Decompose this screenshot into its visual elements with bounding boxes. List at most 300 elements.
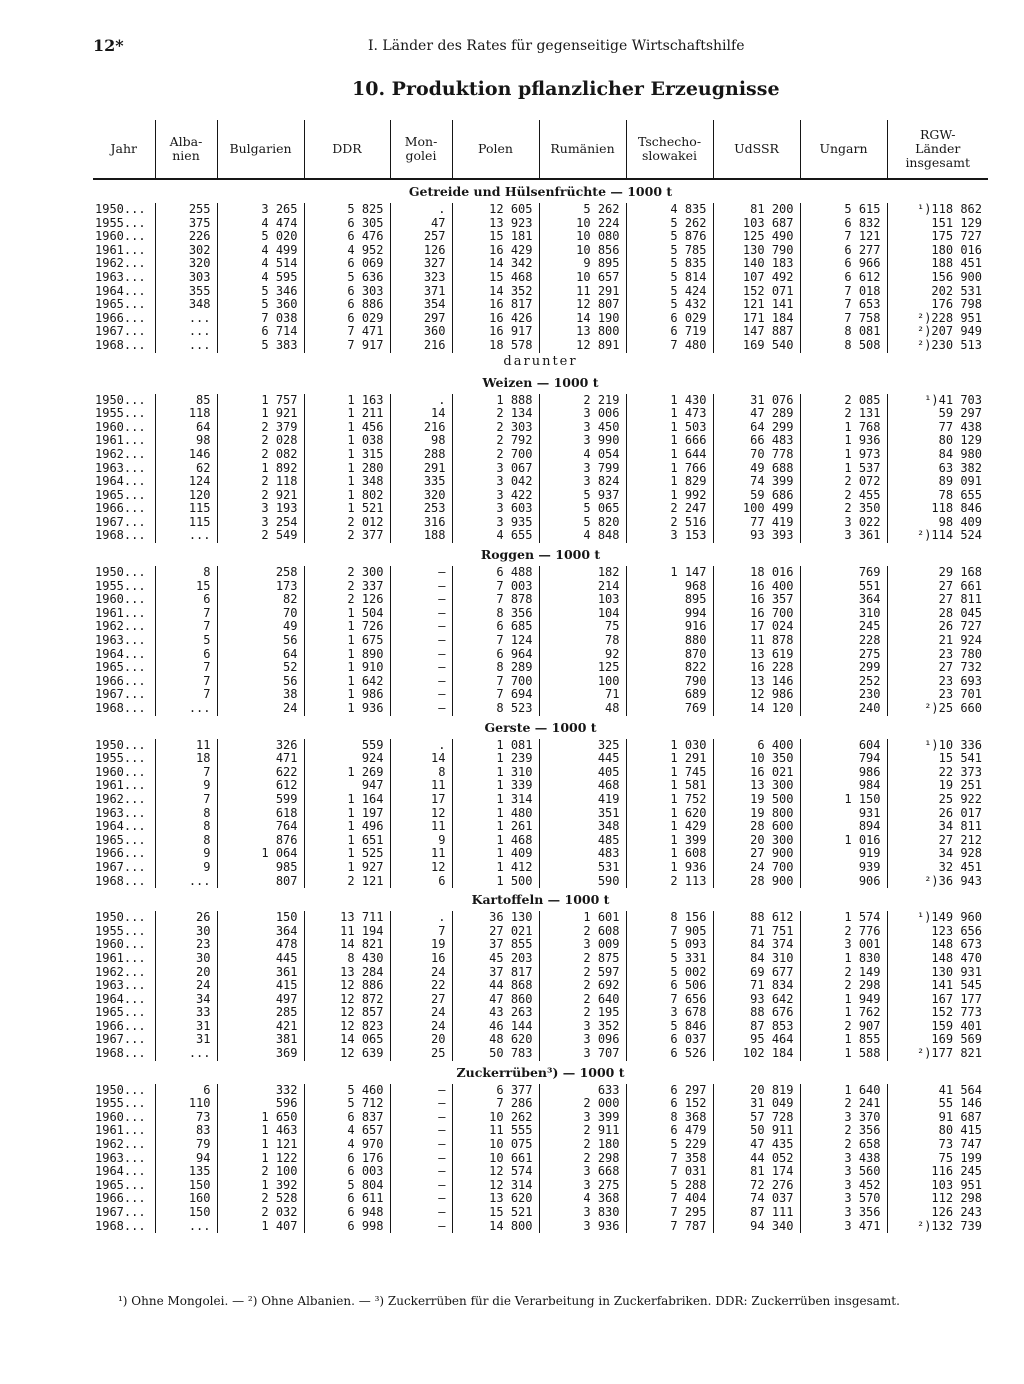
- table-row: [93, 339, 988, 353]
- value-cell: 3 361: [800, 529, 887, 543]
- value-cell: 6 966: [800, 257, 887, 271]
- value-cell: 16 700: [713, 607, 800, 621]
- value-cell: 6 685: [452, 620, 539, 634]
- year-cell: 1963...: [95, 1150, 146, 1165]
- value-cell: 71 751: [713, 925, 800, 939]
- value-cell: 10 075: [452, 1138, 539, 1152]
- value-cell: 303: [155, 271, 217, 285]
- value-cell: 38: [217, 688, 304, 702]
- value-cell: 30: [155, 925, 217, 939]
- value-cell: 7 656: [626, 993, 713, 1007]
- value-cell: 12: [390, 807, 452, 821]
- year-cell: 1961...: [95, 950, 146, 965]
- value-cell: 445: [217, 952, 304, 966]
- value-cell: 355: [155, 285, 217, 299]
- value-cell: 12 891: [539, 339, 626, 353]
- value-cell: 2 126: [304, 593, 390, 607]
- value-cell: 2 640: [539, 993, 626, 1007]
- year-cell: 1966...: [95, 310, 146, 325]
- value-cell: 7: [155, 661, 217, 675]
- value-cell: 100 499: [713, 502, 800, 516]
- value-cell: 24: [155, 979, 217, 993]
- year-cell: 1962...: [95, 1137, 146, 1152]
- value-cell: 7 878: [452, 593, 539, 607]
- value-cell: 2 350: [800, 502, 887, 516]
- value-cell: 31: [155, 1033, 217, 1047]
- table-row: [93, 217, 988, 231]
- value-cell: 968: [626, 580, 713, 594]
- value-cell: 7 286: [452, 1097, 539, 1111]
- value-cell: 6 029: [626, 312, 713, 326]
- table-row: [93, 766, 988, 780]
- value-cell: 1 757: [217, 394, 304, 408]
- value-cell: 156 900: [887, 271, 988, 285]
- value-cell: 160: [155, 1192, 217, 1206]
- value-cell: 100: [539, 675, 626, 689]
- value-cell: 8 430: [304, 952, 390, 966]
- value-cell: 2 658: [800, 1138, 887, 1152]
- year-cell: 1960...: [95, 592, 146, 607]
- value-cell: 146: [155, 448, 217, 462]
- value-cell: 148 470: [887, 952, 988, 966]
- value-cell: 6 611: [304, 1192, 390, 1206]
- table-row: [93, 407, 988, 421]
- value-cell: 790: [626, 675, 713, 689]
- table-row: [93, 230, 988, 244]
- value-cell: ...: [155, 1220, 217, 1234]
- value-cell: 1 121: [217, 1138, 304, 1152]
- value-cell: 34 928: [887, 847, 988, 861]
- value-cell: 5 785: [626, 244, 713, 258]
- column-header-text: Tschecho-: [637, 134, 702, 149]
- year-cell: 1968...: [95, 873, 146, 888]
- value-cell: 176 798: [887, 298, 988, 312]
- value-cell: 6 719: [626, 325, 713, 339]
- value-cell: 28 600: [713, 820, 800, 834]
- value-cell: 50 783: [452, 1047, 539, 1061]
- year-cell: 1967...: [95, 1205, 146, 1219]
- value-cell: 8: [155, 834, 217, 848]
- value-cell: 2 100: [217, 1165, 304, 1179]
- column-header-text: DDR: [332, 141, 362, 156]
- value-cell: 115: [155, 516, 217, 530]
- value-cell: 6 303: [304, 285, 390, 299]
- value-cell: 8 356: [452, 607, 539, 621]
- value-cell: 1 016: [800, 834, 887, 848]
- value-cell: 24: [217, 702, 304, 716]
- value-cell: 10 350: [713, 752, 800, 766]
- value-cell: 497: [217, 993, 304, 1007]
- value-cell: 27 811: [887, 593, 988, 607]
- value-cell: 59 297: [887, 407, 988, 421]
- table-row: [93, 607, 988, 621]
- table-row: [93, 739, 988, 753]
- value-cell: 364: [800, 593, 887, 607]
- table-row: [93, 462, 988, 476]
- section-title: Gerste — 1000 t: [484, 719, 597, 735]
- value-cell: 13 619: [713, 648, 800, 662]
- value-cell: 188: [390, 529, 452, 543]
- value-cell: —: [390, 1084, 452, 1098]
- value-cell: 2 792: [452, 434, 539, 448]
- value-cell: 1 480: [452, 807, 539, 821]
- table-row: [93, 1206, 988, 1220]
- value-cell: 93 642: [713, 993, 800, 1007]
- value-cell: 1 574: [800, 911, 887, 925]
- value-cell: 52: [217, 661, 304, 675]
- value-cell: 6 176: [304, 1152, 390, 1166]
- value-cell: —: [390, 593, 452, 607]
- value-cell: 125 490: [713, 230, 800, 244]
- value-cell: 7 295: [626, 1206, 713, 1220]
- value-cell: 325: [539, 739, 626, 753]
- value-cell: 83: [155, 1124, 217, 1138]
- value-cell: 11 555: [452, 1124, 539, 1138]
- table-row: [93, 820, 988, 834]
- value-cell: 135: [155, 1165, 217, 1179]
- value-cell: 14 342: [452, 257, 539, 271]
- value-cell: 7 018: [800, 285, 887, 299]
- value-cell: 102 184: [713, 1047, 800, 1061]
- value-cell: 56: [217, 675, 304, 689]
- value-cell: 415: [217, 979, 304, 993]
- value-cell: 130 931: [887, 966, 988, 980]
- table-row: [93, 1138, 988, 1152]
- table-row: [93, 793, 988, 807]
- value-cell: 551: [800, 580, 887, 594]
- value-cell: 2 082: [217, 448, 304, 462]
- value-cell: 12 886: [304, 979, 390, 993]
- value-cell: 633: [539, 1084, 626, 1098]
- value-cell: 47: [390, 217, 452, 231]
- value-cell: 230: [800, 688, 887, 702]
- value-cell: 3 356: [800, 1206, 887, 1220]
- value-cell: 1 463: [217, 1124, 304, 1138]
- value-cell: 6: [155, 648, 217, 662]
- table-row: [93, 661, 988, 675]
- value-cell: 7 124: [452, 634, 539, 648]
- value-cell: 1 642: [304, 675, 390, 689]
- value-cell: 360: [390, 325, 452, 339]
- value-cell: 6: [390, 875, 452, 889]
- value-cell: 3 352: [539, 1020, 626, 1034]
- value-cell: 18 578: [452, 339, 539, 353]
- table-row: [93, 593, 988, 607]
- value-cell: 11 878: [713, 634, 800, 648]
- value-cell: 7: [155, 793, 217, 807]
- year-cell: 1955...: [95, 406, 146, 421]
- table-row: [93, 861, 988, 875]
- table-row: [93, 271, 988, 285]
- value-cell: 48: [539, 702, 626, 716]
- value-cell: 2 377: [304, 529, 390, 543]
- value-cell: 1 992: [626, 489, 713, 503]
- year-cell: 1960...: [95, 419, 146, 434]
- value-cell: 1 525: [304, 847, 390, 861]
- column-header-text: Alba-: [169, 134, 203, 149]
- value-cell: 16 426: [452, 312, 539, 326]
- value-cell: 1 030: [626, 739, 713, 753]
- column-header-text: insgesamt: [905, 155, 971, 170]
- value-cell: 3 668: [539, 1165, 626, 1179]
- value-cell: 2 028: [217, 434, 304, 448]
- value-cell: 7 121: [800, 230, 887, 244]
- value-cell: 5 460: [304, 1084, 390, 1098]
- value-cell: 5 331: [626, 952, 713, 966]
- table-row: [93, 634, 988, 648]
- table-row: [93, 875, 988, 889]
- value-cell: 5 636: [304, 271, 390, 285]
- value-cell: 152 071: [713, 285, 800, 299]
- value-cell: 12 639: [304, 1047, 390, 1061]
- value-cell: 2 000: [539, 1097, 626, 1111]
- value-cell: 1 456: [304, 421, 390, 435]
- table-row: [93, 244, 988, 258]
- value-cell: 3 153: [626, 529, 713, 543]
- value-cell: 7 471: [304, 325, 390, 339]
- year-cell: 1965...: [95, 297, 146, 312]
- value-cell: 27: [390, 993, 452, 1007]
- year-cell: 1968...: [95, 1218, 146, 1233]
- value-cell: —: [390, 688, 452, 702]
- value-cell: 7 905: [626, 925, 713, 939]
- value-cell: 4 970: [304, 1138, 390, 1152]
- value-cell: 1 888: [452, 394, 539, 408]
- value-cell: 1 409: [452, 847, 539, 861]
- table-row: [93, 979, 988, 993]
- value-cell: ...: [155, 529, 217, 543]
- value-cell: 11 291: [539, 285, 626, 299]
- year-cell: 1968...: [95, 528, 146, 543]
- value-cell: 7 003: [452, 580, 539, 594]
- value-cell: —: [390, 634, 452, 648]
- year-cell: 1962...: [95, 619, 146, 634]
- value-cell: 20 300: [713, 834, 800, 848]
- value-cell: 30: [155, 952, 217, 966]
- value-cell: 14 120: [713, 702, 800, 716]
- table-row: [93, 1033, 988, 1047]
- value-cell: 1 211: [304, 407, 390, 421]
- value-cell: 445: [539, 752, 626, 766]
- value-cell: 2 300: [304, 566, 390, 580]
- value-cell: 1 986: [304, 688, 390, 702]
- value-cell: 77 438: [887, 421, 988, 435]
- value-cell: 10 661: [452, 1152, 539, 1166]
- value-cell: 299: [800, 661, 887, 675]
- value-cell: 3 471: [800, 1220, 887, 1234]
- value-cell: 1 269: [304, 766, 390, 780]
- value-cell: 6 003: [304, 1165, 390, 1179]
- value-cell: 6 476: [304, 230, 390, 244]
- value-cell: 7 917: [304, 339, 390, 353]
- value-cell: 6: [155, 1084, 217, 1098]
- value-cell: 1 675: [304, 634, 390, 648]
- value-cell: 381: [217, 1033, 304, 1047]
- value-cell: 1 503: [626, 421, 713, 435]
- table-row: [93, 752, 988, 766]
- year-cell: 1962...: [95, 791, 146, 806]
- value-cell: 24: [390, 1020, 452, 1034]
- year-cell: 1968...: [95, 1046, 146, 1061]
- value-cell: ¹)118 862: [887, 203, 988, 217]
- table-row: [93, 1152, 988, 1166]
- value-cell: 2 528: [217, 1192, 304, 1206]
- value-cell: 10 657: [539, 271, 626, 285]
- value-cell: 120: [155, 489, 217, 503]
- value-cell: ²)177 821: [887, 1047, 988, 1061]
- table-row: [93, 421, 988, 435]
- table-row: [93, 648, 988, 662]
- value-cell: 1 064: [217, 847, 304, 861]
- table-title: 10. Produktion pflanzlicher Erzeugnisse: [352, 78, 780, 100]
- value-cell: 689: [626, 688, 713, 702]
- value-cell: 1 038: [304, 434, 390, 448]
- value-cell: 348: [155, 298, 217, 312]
- value-cell: 7 758: [800, 312, 887, 326]
- value-cell: 4 835: [626, 203, 713, 217]
- column-header-text: Bulgarien: [229, 141, 292, 156]
- value-cell: 3 935: [452, 516, 539, 530]
- value-cell: 931: [800, 807, 887, 821]
- table-row: [93, 834, 988, 848]
- value-cell: 6 305: [304, 217, 390, 231]
- column-header-text: Jahr: [110, 141, 137, 156]
- value-cell: 16 817: [452, 298, 539, 312]
- value-cell: 3 001: [800, 938, 887, 952]
- value-cell: 1 830: [800, 952, 887, 966]
- value-cell: 95 464: [713, 1033, 800, 1047]
- column-header: [155, 120, 217, 179]
- value-cell: ²)228 951: [887, 312, 988, 326]
- table-row: [93, 779, 988, 793]
- value-cell: 19 251: [887, 779, 988, 793]
- value-cell: 6 029: [304, 312, 390, 326]
- value-cell: 71 834: [713, 979, 800, 993]
- value-cell: 2 121: [304, 875, 390, 889]
- value-cell: .: [390, 203, 452, 217]
- value-cell: 41 564: [887, 1084, 988, 1098]
- value-cell: 3 275: [539, 1179, 626, 1193]
- table-row: [93, 938, 988, 952]
- value-cell: 5 825: [304, 203, 390, 217]
- value-cell: 147 887: [713, 325, 800, 339]
- year-cell: 1964...: [95, 819, 146, 834]
- value-cell: 12 574: [452, 1165, 539, 1179]
- value-cell: 599: [217, 793, 304, 807]
- table-row: [93, 702, 988, 716]
- value-cell: 3 022: [800, 516, 887, 530]
- value-cell: 3 570: [800, 1192, 887, 1206]
- value-cell: 26 017: [887, 807, 988, 821]
- value-cell: 43 263: [452, 1006, 539, 1020]
- value-cell: 7 700: [452, 675, 539, 689]
- value-cell: 26 727: [887, 620, 988, 634]
- year-cell: 1962...: [95, 964, 146, 979]
- value-cell: 7: [155, 766, 217, 780]
- value-cell: 16 429: [452, 244, 539, 258]
- value-cell: 5 937: [539, 489, 626, 503]
- value-cell: 2 131: [800, 407, 887, 421]
- value-cell: ¹)149 960: [887, 911, 988, 925]
- value-cell: 5 065: [539, 502, 626, 516]
- value-cell: 1 496: [304, 820, 390, 834]
- value-cell: 81 200: [713, 203, 800, 217]
- value-cell: 12 986: [713, 688, 800, 702]
- value-cell: 5 804: [304, 1179, 390, 1193]
- value-cell: 2 692: [539, 979, 626, 993]
- value-cell: 14 821: [304, 938, 390, 952]
- value-cell: 994: [626, 607, 713, 621]
- value-cell: 31 076: [713, 394, 800, 408]
- value-cell: 13 620: [452, 1192, 539, 1206]
- value-cell: 93 393: [713, 529, 800, 543]
- value-cell: 15 541: [887, 752, 988, 766]
- value-cell: —: [390, 607, 452, 621]
- year-cell: 1966...: [95, 673, 146, 688]
- value-cell: 103 951: [887, 1179, 988, 1193]
- value-cell: 14 065: [304, 1033, 390, 1047]
- year-cell: 1961...: [95, 242, 146, 257]
- value-cell: 1 521: [304, 502, 390, 516]
- value-cell: 24 700: [713, 861, 800, 875]
- value-cell: 939: [800, 861, 887, 875]
- value-cell: ...: [155, 312, 217, 326]
- value-cell: 5 002: [626, 966, 713, 980]
- year-cell: 1965...: [95, 832, 146, 847]
- value-cell: 3 006: [539, 407, 626, 421]
- value-cell: 104: [539, 607, 626, 621]
- value-cell: 1 666: [626, 434, 713, 448]
- value-cell: 87 111: [713, 1206, 800, 1220]
- value-cell: 947: [304, 779, 390, 793]
- column-header: [390, 120, 452, 179]
- value-cell: 13 923: [452, 217, 539, 231]
- header-row: [93, 120, 988, 179]
- year-cell: 1964...: [95, 991, 146, 1006]
- value-cell: 22 373: [887, 766, 988, 780]
- value-cell: 4 499: [217, 244, 304, 258]
- value-cell: 98: [155, 434, 217, 448]
- value-cell: 1 752: [626, 793, 713, 807]
- value-cell: 348: [539, 820, 626, 834]
- value-cell: 5 262: [539, 203, 626, 217]
- value-cell: 2 337: [304, 580, 390, 594]
- value-cell: 11 194: [304, 925, 390, 939]
- value-cell: 1 766: [626, 462, 713, 476]
- value-cell: 2 597: [539, 966, 626, 980]
- value-cell: 9: [390, 834, 452, 848]
- year-cell: 1962...: [95, 256, 146, 271]
- value-cell: 34 811: [887, 820, 988, 834]
- year-cell: 1967...: [95, 859, 146, 874]
- value-cell: 1 651: [304, 834, 390, 848]
- value-cell: 288: [390, 448, 452, 462]
- value-cell: 48 620: [452, 1033, 539, 1047]
- value-cell: 23 693: [887, 675, 988, 689]
- value-cell: 57 728: [713, 1111, 800, 1125]
- value-cell: 361: [217, 966, 304, 980]
- value-cell: 320: [155, 257, 217, 271]
- value-cell: 769: [800, 566, 887, 580]
- value-cell: 3 067: [452, 462, 539, 476]
- value-cell: 5 876: [626, 230, 713, 244]
- value-cell: 20 819: [713, 1084, 800, 1098]
- value-cell: 32 451: [887, 861, 988, 875]
- value-cell: 3 678: [626, 1006, 713, 1020]
- value-cell: 16: [390, 952, 452, 966]
- value-cell: 3 254: [217, 516, 304, 530]
- value-cell: 1 936: [800, 434, 887, 448]
